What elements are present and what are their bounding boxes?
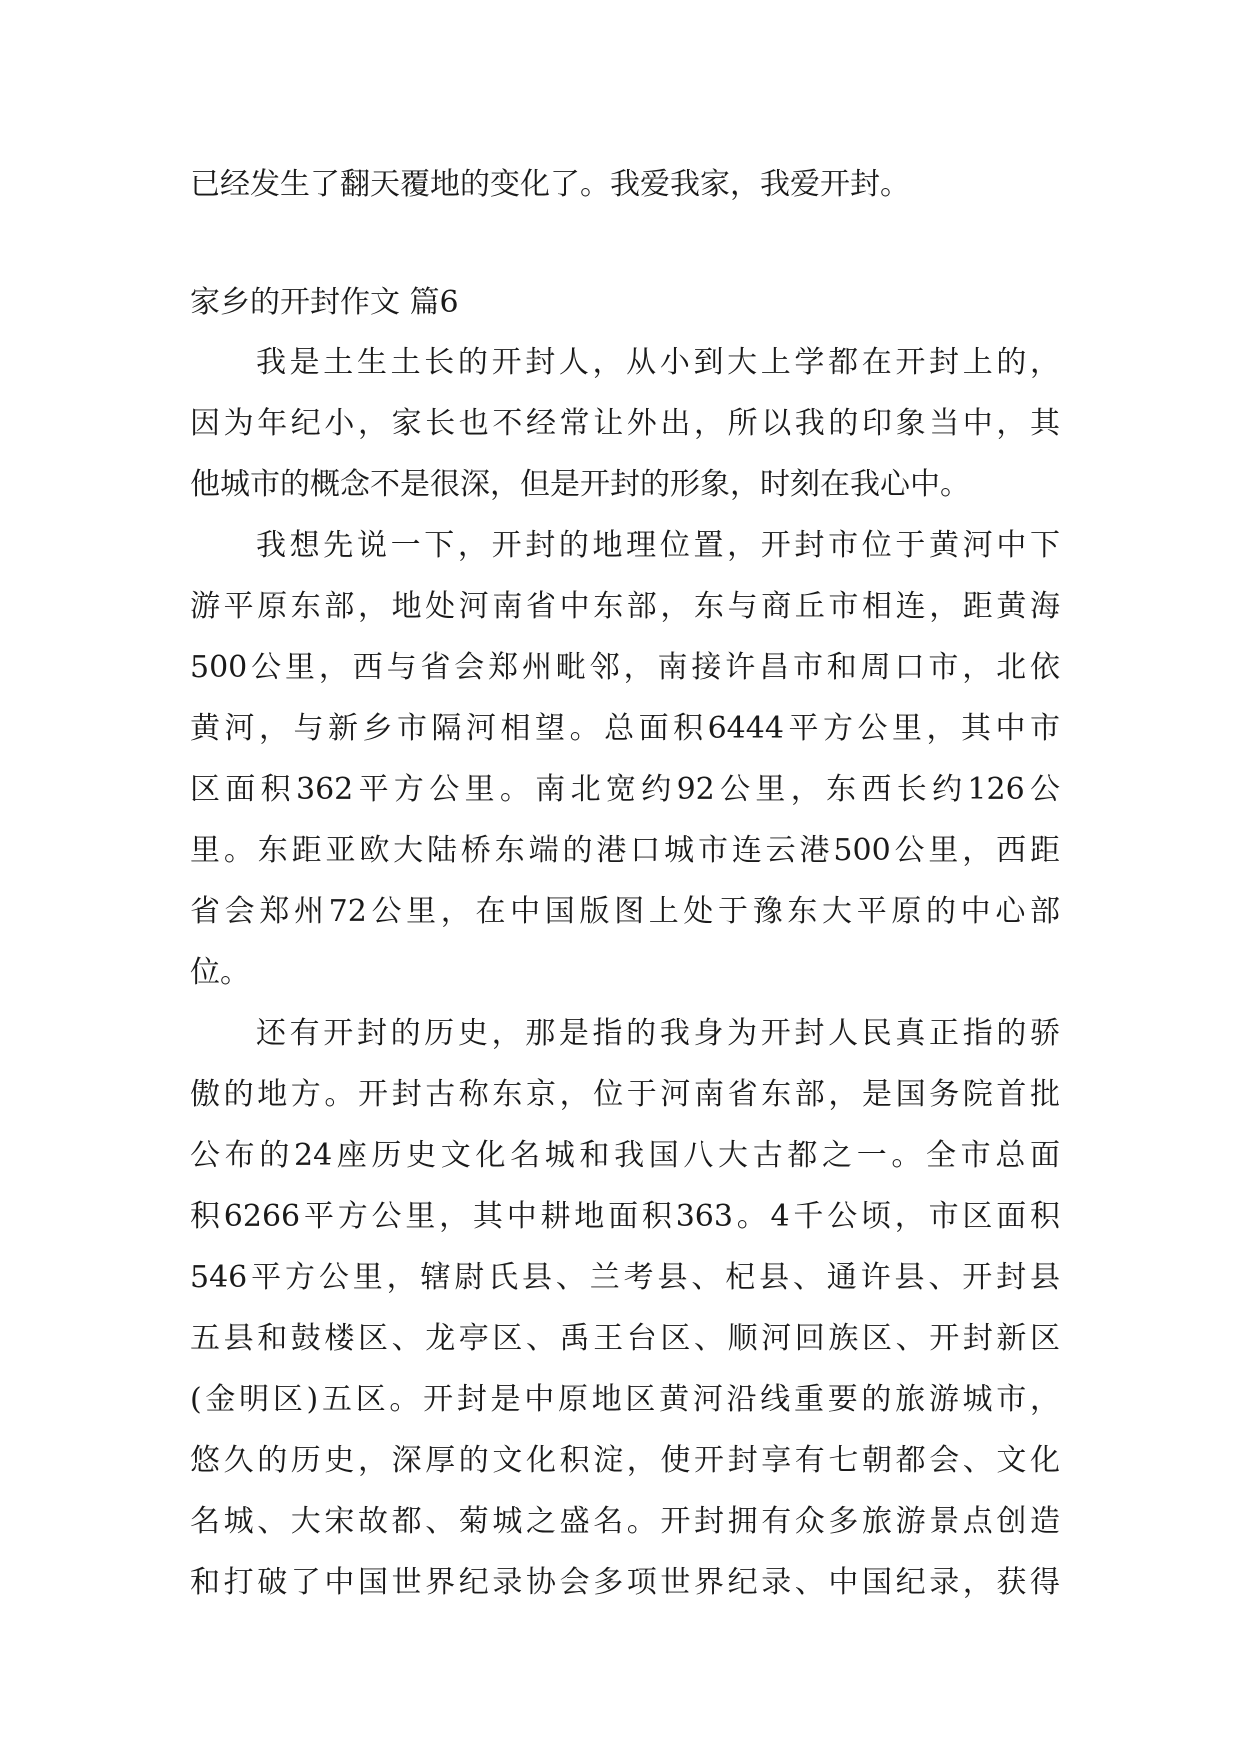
heading-text: 家乡的开封作文 篇6 <box>190 285 459 320</box>
text-line: 傲的地方。开封古称东京，位于河南省东部，是国务院首批 <box>190 1077 1060 1112</box>
text-line: 位。 <box>190 955 250 990</box>
text-line: (金明区)五区。开封是中原地区黄河沿线重要的旅游城市， <box>190 1382 1060 1417</box>
text-line: 我想先说一下，开封的地理位置，开封市位于黄河中下 <box>256 528 1060 563</box>
text-line: 五县和鼓楼区、龙亭区、禹王台区、顺河回族区、开封新区 <box>190 1321 1060 1356</box>
text-line: 区面积362平方公里。南北宽约92公里，东西长约126公 <box>190 772 1060 807</box>
paragraph <box>190 1003 1060 1613</box>
text-line: 546平方公里，辖尉氏县、兰考县、杞县、通许县、开封县 <box>190 1260 1060 1295</box>
essay-body <box>190 332 1060 1613</box>
text-line: 因为年纪小，家长也不经常让外出，所以我的印象当中，其 <box>190 406 1060 441</box>
text-line: 我是土生土长的开封人，从小到大上学都在开封上的， <box>256 345 1060 380</box>
section-heading <box>190 272 1060 333</box>
text-line: 游平原东部，地处河南省中东部，东与商丘市相连，距黄海 <box>190 589 1060 624</box>
text-line: 他城市的概念不是很深，但是开封的形象，时刻在我心中。 <box>190 467 970 502</box>
text-line: 500公里，西与省会郑州毗邻，南接许昌市和周口市，北依 <box>190 650 1060 685</box>
text-line: 还有开封的历史，那是指的我身为开封人民真正指的骄 <box>256 1016 1060 1051</box>
text-line: 黄河，与新乡市隔河相望。总面积6444平方公里，其中市 <box>190 711 1060 746</box>
paragraph <box>190 332 1060 515</box>
text-line: 悠久的历史，深厚的文化积淀，使开封享有七朝都会、文化 <box>190 1443 1060 1478</box>
text-line: 和打破了中国世界纪录协会多项世界纪录、中国纪录，获得 <box>190 1565 1060 1600</box>
text-line: 积6266平方公里，其中耕地面积363。4千公顷，市区面积 <box>190 1199 1060 1234</box>
text-line: 公布的24座历史文化名城和我国八大古都之一。全市总面 <box>190 1138 1060 1173</box>
text-line: 名城、大宋故都、菊城之盛名。开封拥有众多旅游景点创造 <box>190 1504 1060 1539</box>
previous-section-tail <box>190 154 1060 215</box>
text-line: 已经发生了翻天覆地的变化了。我爱我家，我爱开封。 <box>190 167 910 202</box>
text-line: 里。东距亚欧大陆桥东端的港口城市连云港500公里，西距 <box>190 833 1060 868</box>
paragraph <box>190 515 1060 1003</box>
text-line: 省会郑州72公里，在中国版图上处于豫东大平原的中心部 <box>190 894 1060 929</box>
